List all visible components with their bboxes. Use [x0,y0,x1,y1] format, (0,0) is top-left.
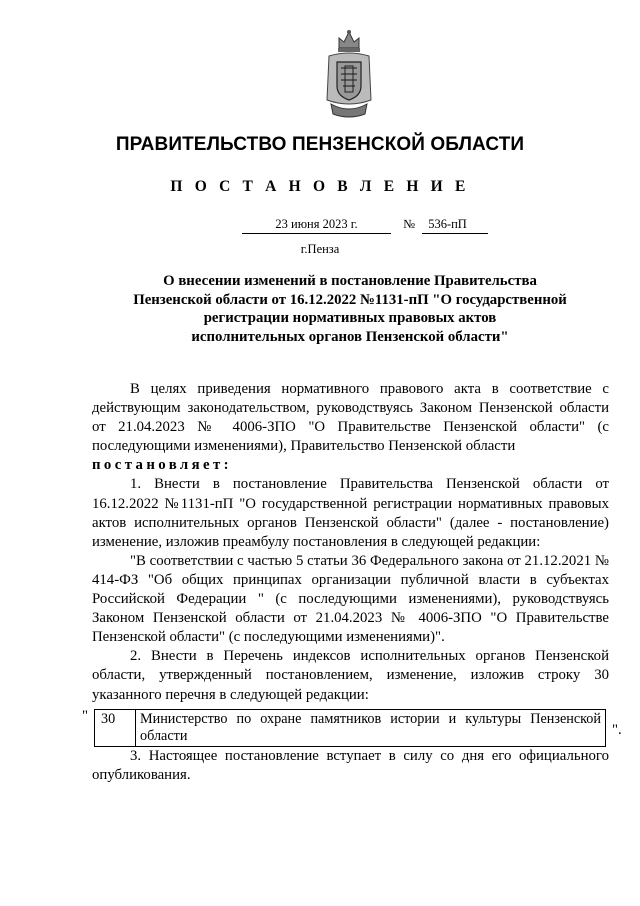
resolves-word: постановляет: [92,457,232,474]
preamble-paragraph: В целях приведения нормативного правового акта в соответствие с действующим законодательством, руководствуясь Законом Пензенской области от 21.04.2023 № 4006-ЗПО "О Правительстве Пензенской области" (с последующими изменениями), Правительство Пензенской области [92,381,609,455]
title-line: Пензенской области от 16.12.2022 №1131-пП "О государственной [133,291,567,308]
document-date: 23 июня 2023 г. [242,217,391,234]
resolves-line [92,456,609,475]
row-number-cell: 30 [95,709,136,746]
amended-row-block [82,707,622,745]
title-line: исполнительных органов Пензенской области" [191,328,509,345]
document-title [100,272,600,346]
amended-row-table [94,709,606,747]
close-quote: ". [612,721,622,738]
item-3-paragraph: 3. Настоящее постановление вступает в силу со дня его официального опубликования. [92,747,609,783]
date-number-line [242,217,488,234]
row-name-cell: Министерство по охране памятников истории и культуры Пензенской области [136,709,606,746]
number-sign: № [403,217,416,231]
open-quote: " [82,707,89,724]
document-type: П О С Т А Н О В Л Е Н И Е [170,178,470,195]
coat-of-arms-emblem [325,28,373,122]
city: г.Пенза [300,242,340,256]
title-line: регистрации нормативных правовых актов [203,310,497,327]
item-2-paragraph: 2. Внести в Перечень индексов исполнительных органов Пензенской области, утвержденный постановлением, изменение, изложив строку 30 указанного перечня в следующей редакции: [92,648,609,703]
title-line: О внесении изменений в постановление Правительства [163,273,537,289]
organization-name: ПРАВИТЕЛЬСТВО ПЕНЗЕНСКОЙ ОБЛАСТИ [115,134,525,155]
document-body [82,380,622,785]
item-1-paragraph: 1. Внести в постановление Правительства Пензенской области от 16.12.2022 №1131-пП "О государственной регистрации нормативных правовых актов исполнительных органов Пензенской области" (далее - постановление) изменение, изложив преамбулу постановления в следующей редакции: [92,476,609,550]
document-number: 536-пП [422,217,488,234]
table-row [95,709,606,746]
quoted-preamble-paragraph: "В соответствии с частью 5 статьи 36 Федерального закона от 21.12.2021 № 414-ФЗ "Об общих принципах организации публичной власти в субъектах Российской Федерации " (с последующими изменениями), руководствуясь Законом Пензенской области от 21.04.2023 № 4006-ЗПО "О Правительстве Пензенской области" (с последующими изменениями)". [92,552,609,646]
